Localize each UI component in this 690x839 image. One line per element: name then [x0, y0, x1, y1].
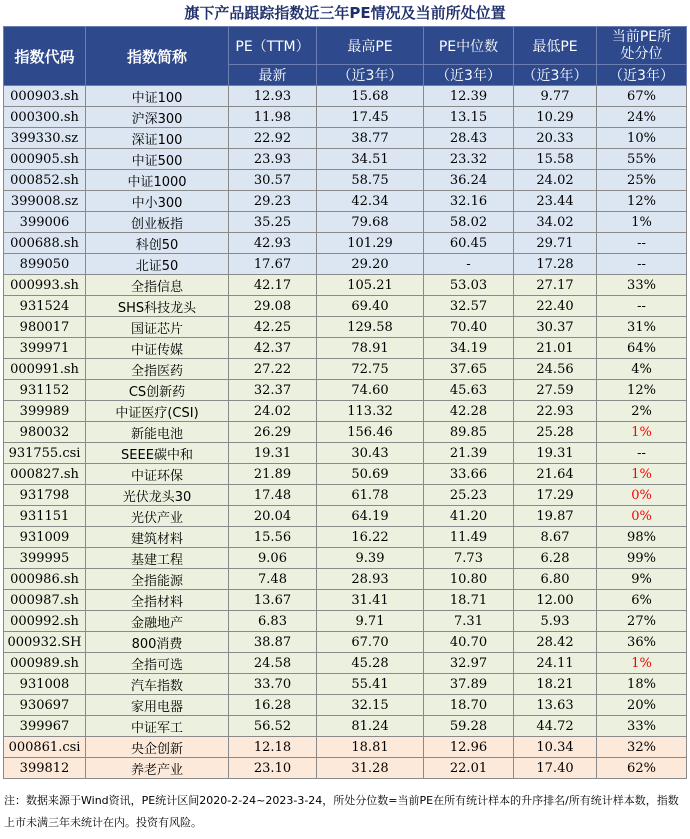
max-pe-cell: 69.40: [317, 296, 424, 317]
min-pe-cell: 5.93: [514, 611, 597, 632]
index-name-cell: 中证传媒: [86, 338, 229, 359]
max-pe-cell: 55.41: [317, 674, 424, 695]
percentile-cell: 2%: [597, 401, 687, 422]
header-percentile-line2: 处分位: [620, 45, 663, 62]
pe-ttm-cell: 35.25: [229, 212, 317, 233]
max-pe-cell: 9.39: [317, 548, 424, 569]
median-pe-cell: 23.32: [424, 149, 514, 170]
index-name-cell: 养老产业: [86, 758, 229, 779]
index-code-cell: 399008.sz: [4, 191, 86, 212]
min-pe-cell: 18.21: [514, 674, 597, 695]
percentile-cell: 62%: [597, 758, 687, 779]
index-code-cell: 931151: [4, 506, 86, 527]
percentile-cell: 99%: [597, 548, 687, 569]
min-pe-cell: 27.59: [514, 380, 597, 401]
index-code-cell: 931798: [4, 485, 86, 506]
min-pe-cell: 15.58: [514, 149, 597, 170]
median-pe-cell: 32.16: [424, 191, 514, 212]
min-pe-cell: 44.72: [514, 716, 597, 737]
min-pe-cell: 17.40: [514, 758, 597, 779]
index-code-cell: 931152: [4, 380, 86, 401]
index-name-cell: 央企创新: [86, 737, 229, 758]
index-name-cell: CS创新药: [86, 380, 229, 401]
percentile-cell: 25%: [597, 170, 687, 191]
pe-ttm-cell: 21.89: [229, 464, 317, 485]
pe-ttm-cell: 20.04: [229, 506, 317, 527]
index-name-cell: SEEE碳中和: [86, 443, 229, 464]
max-pe-cell: 34.51: [317, 149, 424, 170]
max-pe-cell: 113.32: [317, 401, 424, 422]
median-pe-cell: 18.71: [424, 590, 514, 611]
index-code-cell: 399995: [4, 548, 86, 569]
pe-table: [3, 26, 687, 779]
index-name-cell: 中证500: [86, 149, 229, 170]
pe-ttm-cell: 17.48: [229, 485, 317, 506]
median-pe-cell: 89.85: [424, 422, 514, 443]
median-pe-cell: 11.49: [424, 527, 514, 548]
table-row: [4, 128, 687, 149]
table-row: [4, 401, 687, 422]
median-pe-cell: 22.01: [424, 758, 514, 779]
max-pe-cell: 72.75: [317, 359, 424, 380]
percentile-cell: 12%: [597, 380, 687, 401]
index-code-cell: 931009: [4, 527, 86, 548]
table-row: [4, 317, 687, 338]
pe-ttm-cell: 42.37: [229, 338, 317, 359]
pe-table-body: [4, 86, 687, 779]
max-pe-cell: 31.41: [317, 590, 424, 611]
index-name-cell: 深证100: [86, 128, 229, 149]
table-row: [4, 632, 687, 653]
index-code-cell: 000905.sh: [4, 149, 86, 170]
pe-ttm-cell: 23.93: [229, 149, 317, 170]
max-pe-cell: 42.34: [317, 191, 424, 212]
pe-ttm-cell: 16.28: [229, 695, 317, 716]
header-median-pe: PE中位数: [424, 27, 514, 65]
page-title: 旗下产品跟踪指数近三年PE情况及当前所处位置: [184, 4, 506, 22]
max-pe-cell: 129.58: [317, 317, 424, 338]
header-min-pe-sub: （近3年）: [514, 65, 597, 86]
table-row: [4, 275, 687, 296]
index-name-cell: 沪深300: [86, 107, 229, 128]
max-pe-cell: 81.24: [317, 716, 424, 737]
median-pe-cell: 36.24: [424, 170, 514, 191]
pe-ttm-cell: 42.93: [229, 233, 317, 254]
index-name-cell: 中证环保: [86, 464, 229, 485]
median-pe-cell: 41.20: [424, 506, 514, 527]
index-name-cell: 全指可选: [86, 653, 229, 674]
index-name-cell: 中证1000: [86, 170, 229, 191]
max-pe-cell: 79.68: [317, 212, 424, 233]
index-name-cell: 全指医药: [86, 359, 229, 380]
index-name-cell: 中小300: [86, 191, 229, 212]
index-code-cell: 399330.sz: [4, 128, 86, 149]
median-pe-cell: 28.43: [424, 128, 514, 149]
max-pe-cell: 61.78: [317, 485, 424, 506]
index-name-cell: 建筑材料: [86, 527, 229, 548]
median-pe-cell: 70.40: [424, 317, 514, 338]
index-code-cell: 930697: [4, 695, 86, 716]
pe-ttm-cell: 7.48: [229, 569, 317, 590]
index-code-cell: 931524: [4, 296, 86, 317]
index-name-cell: 金融地产: [86, 611, 229, 632]
percentile-cell: 31%: [597, 317, 687, 338]
index-code-cell: 000903.sh: [4, 86, 86, 107]
table-row: [4, 338, 687, 359]
pe-ttm-cell: 11.98: [229, 107, 317, 128]
table-row: [4, 149, 687, 170]
max-pe-cell: 32.15: [317, 695, 424, 716]
index-name-cell: 基建工程: [86, 548, 229, 569]
pe-ttm-cell: 23.10: [229, 758, 317, 779]
min-pe-cell: 21.01: [514, 338, 597, 359]
table-row: [4, 695, 687, 716]
header-max-pe: 最高PE: [317, 27, 424, 65]
max-pe-cell: 64.19: [317, 506, 424, 527]
index-code-cell: 399006: [4, 212, 86, 233]
median-pe-cell: 58.02: [424, 212, 514, 233]
table-row: [4, 422, 687, 443]
pe-ttm-cell: 24.58: [229, 653, 317, 674]
max-pe-cell: 101.29: [317, 233, 424, 254]
index-name-cell: SHS科技龙头: [86, 296, 229, 317]
max-pe-cell: 17.45: [317, 107, 424, 128]
max-pe-cell: 67.70: [317, 632, 424, 653]
index-name-cell: 光伏龙头30: [86, 485, 229, 506]
median-pe-cell: -: [424, 254, 514, 275]
min-pe-cell: 28.42: [514, 632, 597, 653]
header-pe-ttm: PE（TTM）: [229, 27, 317, 65]
table-row: [4, 716, 687, 737]
index-name-cell: 中证100: [86, 86, 229, 107]
percentile-cell: 64%: [597, 338, 687, 359]
pe-ttm-cell: 6.83: [229, 611, 317, 632]
median-pe-cell: 25.23: [424, 485, 514, 506]
table-row: [4, 653, 687, 674]
header-name: 指数简称: [86, 27, 229, 86]
median-pe-cell: 33.66: [424, 464, 514, 485]
index-name-cell: 新能电池: [86, 422, 229, 443]
footnote: 注：数据来源于Wind资讯，PE统计区间2020-2-24~2023-3-24，所处分位数=当前PE在所有统计样本的升序排名/所有统计样本数，指数上市未满三年未统计在内。投资有风险。: [4, 794, 679, 829]
table-row: [4, 590, 687, 611]
table-row: [4, 191, 687, 212]
pe-ttm-cell: 33.70: [229, 674, 317, 695]
pe-ttm-cell: 9.06: [229, 548, 317, 569]
min-pe-cell: 21.64: [514, 464, 597, 485]
max-pe-cell: 78.91: [317, 338, 424, 359]
min-pe-cell: 23.44: [514, 191, 597, 212]
table-row: [4, 359, 687, 380]
percentile-cell: --: [597, 296, 687, 317]
pe-ttm-cell: 42.25: [229, 317, 317, 338]
index-code-cell: 000989.sh: [4, 653, 86, 674]
median-pe-cell: 12.39: [424, 86, 514, 107]
pe-ttm-cell: 26.29: [229, 422, 317, 443]
table-row: [4, 443, 687, 464]
pe-ttm-cell: 19.31: [229, 443, 317, 464]
max-pe-cell: 18.81: [317, 737, 424, 758]
min-pe-cell: 24.56: [514, 359, 597, 380]
min-pe-cell: 19.31: [514, 443, 597, 464]
median-pe-cell: 21.39: [424, 443, 514, 464]
index-name-cell: 全指能源: [86, 569, 229, 590]
header-max-pe-sub: （近3年）: [317, 65, 424, 86]
min-pe-cell: 17.28: [514, 254, 597, 275]
median-pe-cell: 12.96: [424, 737, 514, 758]
table-row: [4, 569, 687, 590]
table-row: [4, 674, 687, 695]
percentile-cell: 33%: [597, 275, 687, 296]
percentile-cell: --: [597, 254, 687, 275]
median-pe-cell: 42.28: [424, 401, 514, 422]
index-code-cell: 000987.sh: [4, 590, 86, 611]
index-code-cell: 000300.sh: [4, 107, 86, 128]
pe-ttm-cell: 29.23: [229, 191, 317, 212]
min-pe-cell: 20.33: [514, 128, 597, 149]
percentile-cell: 36%: [597, 632, 687, 653]
min-pe-cell: 24.11: [514, 653, 597, 674]
index-name-cell: 中证医疗(CSI): [86, 401, 229, 422]
median-pe-cell: 18.70: [424, 695, 514, 716]
max-pe-cell: 16.22: [317, 527, 424, 548]
index-code-cell: 000861.csi: [4, 737, 86, 758]
max-pe-cell: 29.20: [317, 254, 424, 275]
pe-ttm-cell: 15.56: [229, 527, 317, 548]
pe-ttm-cell: 24.02: [229, 401, 317, 422]
min-pe-cell: 25.28: [514, 422, 597, 443]
index-name-cell: 中证军工: [86, 716, 229, 737]
header-median-pe-sub: （近3年）: [424, 65, 514, 86]
percentile-cell: 27%: [597, 611, 687, 632]
table-row: [4, 611, 687, 632]
index-code-cell: 000991.sh: [4, 359, 86, 380]
pe-ttm-cell: 27.22: [229, 359, 317, 380]
header-percentile-line1: 当前PE所: [611, 28, 672, 45]
index-name-cell: 全指信息: [86, 275, 229, 296]
percentile-cell: 67%: [597, 86, 687, 107]
median-pe-cell: 40.70: [424, 632, 514, 653]
pe-ttm-cell: 12.18: [229, 737, 317, 758]
pe-ttm-cell: 17.67: [229, 254, 317, 275]
percentile-cell: 4%: [597, 359, 687, 380]
max-pe-cell: 105.21: [317, 275, 424, 296]
index-name-cell: 创业板指: [86, 212, 229, 233]
median-pe-cell: 45.63: [424, 380, 514, 401]
percentile-cell: 0%: [597, 506, 687, 527]
index-code-cell: 399989: [4, 401, 86, 422]
index-code-cell: 000932.SH: [4, 632, 86, 653]
index-name-cell: 汽车指数: [86, 674, 229, 695]
table-row: [4, 254, 687, 275]
percentile-cell: 55%: [597, 149, 687, 170]
median-pe-cell: 59.28: [424, 716, 514, 737]
min-pe-cell: 17.29: [514, 485, 597, 506]
percentile-cell: 98%: [597, 527, 687, 548]
percentile-cell: 9%: [597, 569, 687, 590]
max-pe-cell: 50.69: [317, 464, 424, 485]
max-pe-cell: 15.68: [317, 86, 424, 107]
median-pe-cell: 37.65: [424, 359, 514, 380]
index-code-cell: 000852.sh: [4, 170, 86, 191]
table-row: [4, 296, 687, 317]
index-code-cell: 399812: [4, 758, 86, 779]
min-pe-cell: 12.00: [514, 590, 597, 611]
max-pe-cell: 58.75: [317, 170, 424, 191]
median-pe-cell: 7.73: [424, 548, 514, 569]
percentile-cell: 1%: [597, 464, 687, 485]
header-pe-ttm-sub: 最新: [229, 65, 317, 86]
pe-ttm-cell: 29.08: [229, 296, 317, 317]
median-pe-cell: 53.03: [424, 275, 514, 296]
index-code-cell: 000992.sh: [4, 611, 86, 632]
index-code-cell: 000688.sh: [4, 233, 86, 254]
table-row: [4, 86, 687, 107]
table-row: [4, 212, 687, 233]
percentile-cell: 0%: [597, 485, 687, 506]
pe-ttm-cell: 32.37: [229, 380, 317, 401]
index-code-cell: 000993.sh: [4, 275, 86, 296]
table-row: [4, 548, 687, 569]
index-code-cell: 980032: [4, 422, 86, 443]
percentile-cell: 12%: [597, 191, 687, 212]
percentile-cell: 24%: [597, 107, 687, 128]
pe-ttm-cell: 22.92: [229, 128, 317, 149]
max-pe-cell: 38.77: [317, 128, 424, 149]
index-name-cell: 家用电器: [86, 695, 229, 716]
table-row: [4, 506, 687, 527]
table-row: [4, 737, 687, 758]
percentile-cell: 20%: [597, 695, 687, 716]
min-pe-cell: 13.63: [514, 695, 597, 716]
min-pe-cell: 22.40: [514, 296, 597, 317]
pe-ttm-cell: 30.57: [229, 170, 317, 191]
median-pe-cell: 60.45: [424, 233, 514, 254]
index-code-cell: 399967: [4, 716, 86, 737]
median-pe-cell: 37.89: [424, 674, 514, 695]
percentile-cell: 1%: [597, 212, 687, 233]
percentile-cell: 33%: [597, 716, 687, 737]
index-code-cell: 000827.sh: [4, 464, 86, 485]
index-name-cell: 光伏产业: [86, 506, 229, 527]
index-name-cell: 国证芯片: [86, 317, 229, 338]
header-code: 指数代码: [4, 27, 86, 86]
min-pe-cell: 24.02: [514, 170, 597, 191]
pe-ttm-cell: 56.52: [229, 716, 317, 737]
median-pe-cell: 10.80: [424, 569, 514, 590]
min-pe-cell: 22.93: [514, 401, 597, 422]
max-pe-cell: 74.60: [317, 380, 424, 401]
min-pe-cell: 10.29: [514, 107, 597, 128]
pe-ttm-cell: 13.67: [229, 590, 317, 611]
index-name-cell: 800消费: [86, 632, 229, 653]
min-pe-cell: 8.67: [514, 527, 597, 548]
pe-ttm-cell: 38.87: [229, 632, 317, 653]
min-pe-cell: 9.77: [514, 86, 597, 107]
table-row: [4, 107, 687, 128]
index-name-cell: 北证50: [86, 254, 229, 275]
max-pe-cell: 45.28: [317, 653, 424, 674]
min-pe-cell: 6.28: [514, 548, 597, 569]
table-row: [4, 170, 687, 191]
table-row: [4, 233, 687, 254]
percentile-cell: --: [597, 443, 687, 464]
percentile-cell: --: [597, 233, 687, 254]
max-pe-cell: 28.93: [317, 569, 424, 590]
percentile-cell: 10%: [597, 128, 687, 149]
max-pe-cell: 30.43: [317, 443, 424, 464]
table-row: [4, 380, 687, 401]
table-row: [4, 527, 687, 548]
index-code-cell: 980017: [4, 317, 86, 338]
percentile-cell: 1%: [597, 653, 687, 674]
index-name-cell: 全指材料: [86, 590, 229, 611]
table-row: [4, 464, 687, 485]
table-row: [4, 758, 687, 779]
header-percentile-sub: （近3年）: [597, 65, 687, 86]
pe-ttm-cell: 42.17: [229, 275, 317, 296]
header-min-pe: 最低PE: [514, 27, 597, 65]
max-pe-cell: 156.46: [317, 422, 424, 443]
median-pe-cell: 7.31: [424, 611, 514, 632]
max-pe-cell: 31.28: [317, 758, 424, 779]
index-code-cell: 899050: [4, 254, 86, 275]
percentile-cell: 6%: [597, 590, 687, 611]
min-pe-cell: 10.34: [514, 737, 597, 758]
table-row: [4, 485, 687, 506]
median-pe-cell: 13.15: [424, 107, 514, 128]
index-code-cell: 000986.sh: [4, 569, 86, 590]
min-pe-cell: 27.17: [514, 275, 597, 296]
index-code-cell: 399971: [4, 338, 86, 359]
percentile-cell: 18%: [597, 674, 687, 695]
percentile-cell: 32%: [597, 737, 687, 758]
median-pe-cell: 34.19: [424, 338, 514, 359]
index-code-cell: 931755.csi: [4, 443, 86, 464]
index-name-cell: 科创50: [86, 233, 229, 254]
min-pe-cell: 19.87: [514, 506, 597, 527]
min-pe-cell: 29.71: [514, 233, 597, 254]
median-pe-cell: 32.57: [424, 296, 514, 317]
min-pe-cell: 30.37: [514, 317, 597, 338]
header-percentile: [597, 27, 687, 65]
percentile-cell: 1%: [597, 422, 687, 443]
median-pe-cell: 32.97: [424, 653, 514, 674]
min-pe-cell: 34.02: [514, 212, 597, 233]
pe-ttm-cell: 12.93: [229, 86, 317, 107]
index-code-cell: 931008: [4, 674, 86, 695]
max-pe-cell: 9.71: [317, 611, 424, 632]
min-pe-cell: 6.80: [514, 569, 597, 590]
